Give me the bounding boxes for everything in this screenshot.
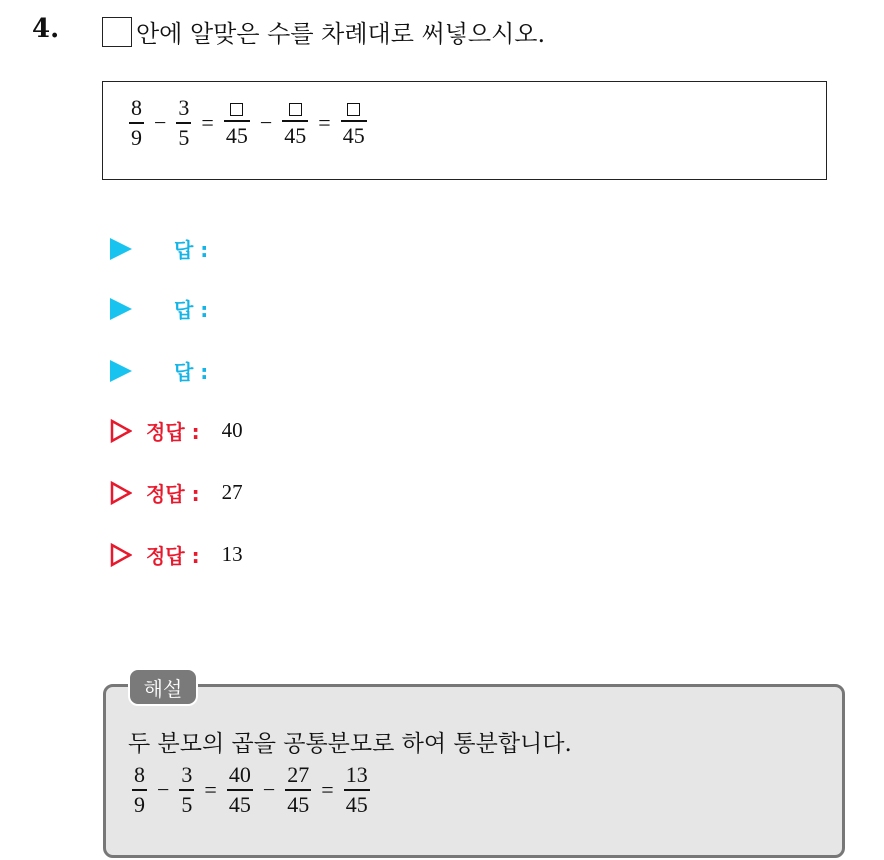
fraction: [132, 761, 147, 819]
solution-box: [103, 684, 845, 858]
blank-box-icon: [102, 17, 132, 47]
blank-square-icon: [289, 103, 302, 116]
minus-sign: −: [154, 109, 167, 135]
fraction-blank: [341, 96, 367, 150]
filled-triangle-icon: [110, 360, 132, 382]
equation-box: [102, 81, 827, 180]
outline-triangle-icon: [110, 543, 132, 567]
fraction-blank: [224, 96, 250, 150]
minus-sign: −: [259, 109, 273, 135]
outline-triangle-icon: [110, 481, 132, 505]
correct-label: 정답 :: [146, 544, 200, 568]
numerator: 13: [345, 762, 368, 787]
answer-label: 답 :: [174, 360, 209, 384]
correct-answer-row: [110, 478, 243, 507]
minus-sign: −: [157, 776, 170, 802]
correct-answer-row: [110, 540, 243, 569]
numerator: 40: [228, 762, 251, 787]
denominator: 45: [228, 791, 251, 817]
fraction: [179, 761, 194, 819]
numerator: 3: [181, 762, 193, 787]
denominator: 9: [131, 124, 142, 150]
denominator: 45: [287, 791, 310, 817]
denominator: 5: [181, 791, 193, 817]
correct-label: 정답 :: [146, 420, 200, 444]
question-number: 4.: [32, 14, 60, 44]
correct-value: 13: [221, 542, 243, 566]
answer-label: 답 :: [174, 298, 209, 322]
equals-sign: =: [318, 109, 331, 135]
answer-label: 답 :: [174, 238, 209, 262]
correct-value: 40: [221, 418, 243, 442]
answer-row: [110, 294, 208, 323]
solution-text: 두 분모의 곱을 공통분모로 하여 통분합니다.: [128, 731, 572, 757]
fraction: [344, 761, 370, 819]
fraction: [227, 761, 253, 819]
equation: [125, 94, 371, 152]
denominator: 45: [342, 122, 365, 148]
outline-triangle-icon: [110, 419, 132, 443]
numerator: 8: [131, 95, 142, 120]
numerator: 3: [178, 95, 190, 120]
denominator: 45: [345, 791, 368, 817]
fraction: [129, 94, 144, 152]
correct-label: 정답 :: [146, 482, 200, 506]
equals-sign: =: [201, 109, 214, 135]
denominator: 5: [178, 124, 190, 150]
equals-sign: =: [321, 776, 334, 802]
denominator: 9: [134, 791, 145, 817]
instruction-text: 안에 알맞은 수를 차례대로 써넣으시오.: [136, 20, 546, 48]
correct-answer-row: [110, 416, 243, 445]
blank-square-icon: [347, 103, 360, 116]
numerator: 8: [134, 762, 145, 787]
filled-triangle-icon: [110, 298, 132, 320]
fraction-blank: [282, 96, 308, 150]
solution-tag: 해설: [128, 668, 198, 706]
denominator: 45: [284, 122, 307, 148]
answer-row: [110, 234, 208, 263]
filled-triangle-icon: [110, 238, 132, 260]
blank-square-icon: [230, 103, 243, 116]
answer-row: [110, 356, 208, 385]
denominator: 45: [225, 122, 248, 148]
correct-value: 27: [221, 480, 243, 504]
equals-sign: =: [204, 776, 217, 802]
fraction: [176, 94, 191, 152]
question-instruction: [102, 14, 545, 49]
numerator: 27: [287, 762, 310, 787]
fraction: [285, 761, 311, 819]
solution-equation: [128, 761, 374, 819]
minus-sign: −: [262, 776, 276, 802]
